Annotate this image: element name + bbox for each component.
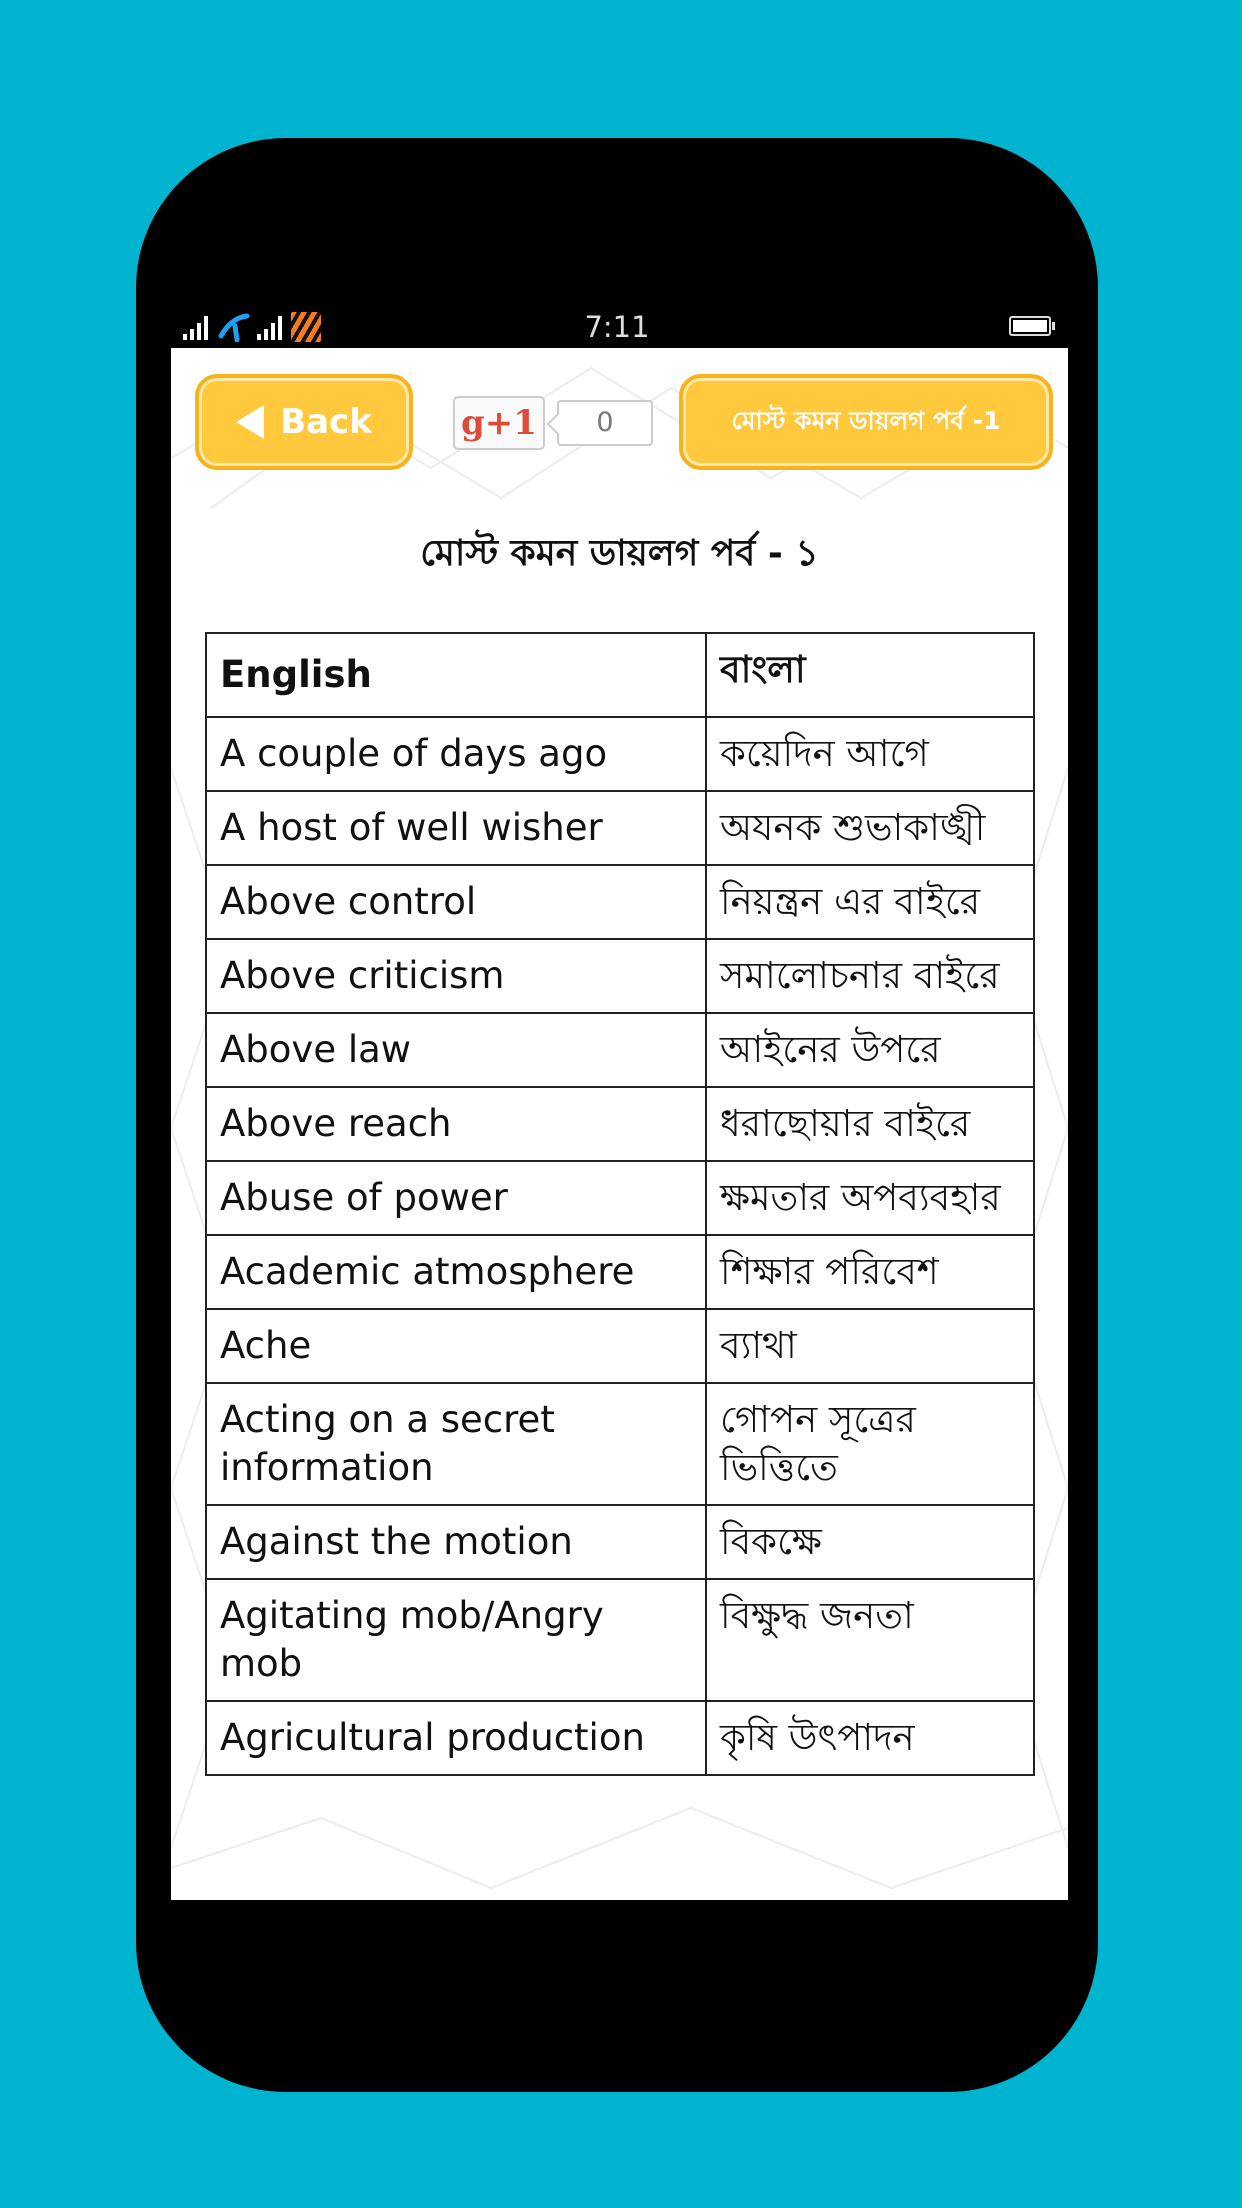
bangla-meaning: ধরাছোয়ার বাইরে — [706, 1087, 1034, 1161]
column-header-english: English — [206, 633, 706, 717]
toolbar — [171, 348, 1068, 488]
english-phrase: Above law — [206, 1013, 706, 1087]
battery-icon — [1009, 316, 1051, 336]
table-row — [206, 791, 1034, 865]
status-bar — [171, 306, 1063, 348]
table-row — [206, 939, 1034, 1013]
english-phrase: Against the motion — [206, 1505, 706, 1579]
table-row — [206, 1579, 1034, 1701]
table-row — [206, 1235, 1034, 1309]
table-row — [206, 1505, 1034, 1579]
app-screen — [171, 348, 1068, 1900]
google-plus-count: 0 — [557, 400, 653, 446]
bangla-meaning: শিক্ষার পরিবেশ — [706, 1235, 1034, 1309]
page-title: মোস্ট কমন ডায়লগ পর্ব - ১ — [420, 533, 819, 574]
chapter-button[interactable] — [679, 374, 1053, 470]
table-row — [206, 1309, 1034, 1383]
english-phrase: Academic atmosphere — [206, 1235, 706, 1309]
english-phrase: Above reach — [206, 1087, 706, 1161]
back-button-label: Back — [280, 402, 372, 442]
table-row — [206, 1701, 1034, 1775]
back-arrow-icon — [236, 405, 264, 439]
back-button[interactable] — [195, 374, 413, 470]
table-row — [206, 717, 1034, 791]
english-phrase: Abuse of power — [206, 1161, 706, 1235]
table-header-row — [206, 633, 1034, 717]
table-row — [206, 1383, 1034, 1505]
bangla-meaning: সমালোচনার বাইরে — [706, 939, 1034, 1013]
bangla-meaning: অযনক শুভাকাঙ্খী — [706, 791, 1034, 865]
phrase-table — [205, 632, 1035, 1776]
google-plus-one-button[interactable] — [453, 396, 545, 450]
bangla-meaning: নিয়ন্ত্রন এর বাইরে — [706, 865, 1034, 939]
english-phrase: Agricultural production — [206, 1701, 706, 1775]
english-phrase: A couple of days ago — [206, 717, 706, 791]
english-phrase: Above criticism — [206, 939, 706, 1013]
bangla-meaning: আইনের উপরে — [706, 1013, 1034, 1087]
bangla-meaning: ক্ষমতার অপব্যবহার — [706, 1161, 1034, 1235]
english-phrase: Acting on a secret information — [206, 1383, 706, 1505]
table-row — [206, 1013, 1034, 1087]
english-phrase: Above control — [206, 865, 706, 939]
english-phrase: Agitating mob/Angry mob — [206, 1579, 706, 1701]
column-header-bangla: বাংলা — [706, 633, 1034, 717]
table-row — [206, 1161, 1034, 1235]
bangla-meaning: বিকক্ষে — [706, 1505, 1034, 1579]
table-row — [206, 1087, 1034, 1161]
table-row — [206, 865, 1034, 939]
bangla-meaning: কৃষি উৎপাদন — [706, 1701, 1034, 1775]
english-phrase: Ache — [206, 1309, 706, 1383]
bangla-meaning: গোপন সূত্রের ভিত্তিতে — [706, 1383, 1034, 1505]
google-plus-label: g+1 — [461, 403, 537, 443]
bangla-meaning: বিক্ষুদ্ধ জনতা — [706, 1579, 1034, 1701]
status-time: 7:11 — [584, 310, 650, 344]
bangla-meaning: ব্যাথা — [706, 1309, 1034, 1383]
chapter-button-label: মোস্ট কমন ডায়লগ পর্ব -1 — [731, 405, 1001, 435]
english-phrase: A host of well wisher — [206, 791, 706, 865]
bangla-meaning: কয়েদিন আগে — [706, 717, 1034, 791]
